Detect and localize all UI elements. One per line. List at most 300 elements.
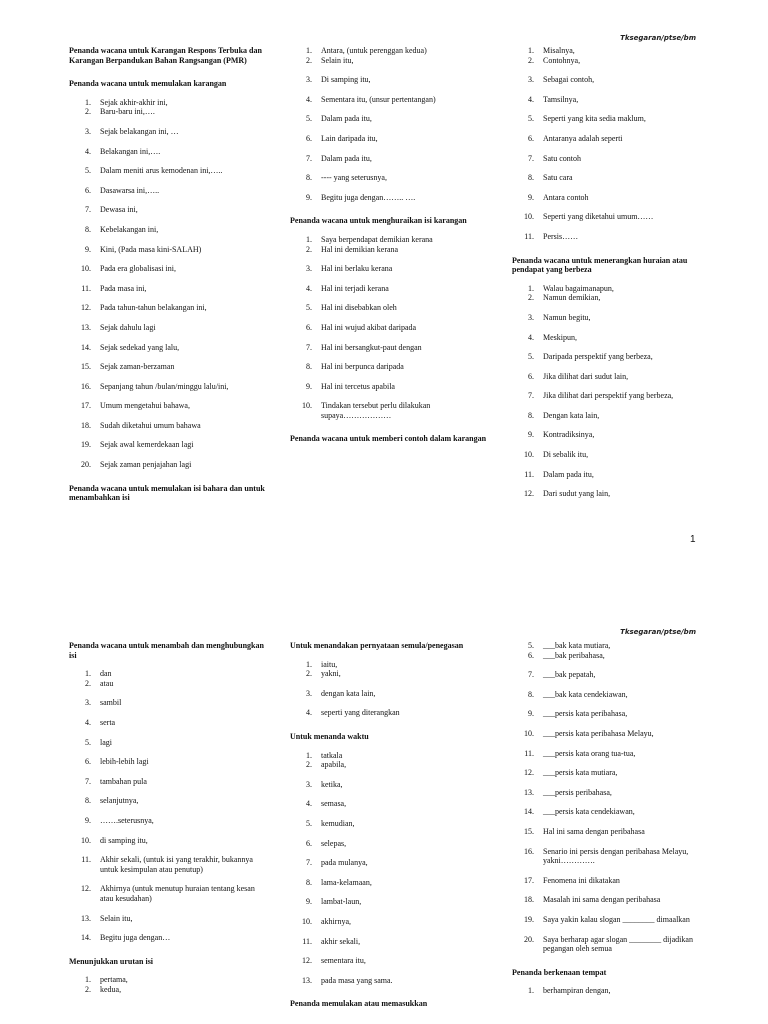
list-item <box>69 796 269 806</box>
list-item <box>290 669 490 679</box>
list-item-text: Hal ini tercetus apabila <box>321 381 395 391</box>
list-item <box>512 352 712 362</box>
list-item-text: Hal ini demikian kerana <box>321 244 399 254</box>
list-item-number: 3. <box>306 264 312 274</box>
list-item-number: 19. <box>524 914 534 924</box>
list-item <box>69 147 269 157</box>
list-item-text: Senario ini persis dengan peribahasa Melayu, yakni…………. <box>543 846 689 866</box>
list-item <box>512 232 712 242</box>
section-heading: Untuk menandakan pernyataan semula/penegasan <box>290 641 464 650</box>
list-item-number: 5. <box>306 303 312 313</box>
list-item-number: 5. <box>306 818 312 828</box>
list-item-text: Namun demikian, <box>543 293 601 303</box>
list-item-number: 10. <box>302 401 312 411</box>
list-item-text: Sejak awal kemerdekaan lagi <box>100 440 194 450</box>
list-item-text: Satu cara <box>543 173 573 183</box>
list-item-number: 7. <box>85 205 91 215</box>
list-item-number: 13. <box>302 975 312 985</box>
list-item-number: 10. <box>81 835 91 845</box>
list-item <box>69 362 269 372</box>
list-item-text: Pada tahun-tahun belakangan ini, <box>100 303 207 313</box>
list-item-number: 11. <box>524 469 534 479</box>
list-item-text: Di samping itu, <box>321 75 371 85</box>
list-item-number: 7. <box>85 776 91 786</box>
list-item-text: selanjutnya, <box>100 796 139 806</box>
list-item-number: 2. <box>306 760 312 770</box>
list-item-number: 8. <box>306 877 312 887</box>
list-item-text: Saya yakin kalau slogan ________ dimaalkan <box>543 914 690 924</box>
list-item <box>512 788 712 798</box>
list-item-text: Baru-baru ini,…. <box>100 107 155 117</box>
list-item-number: 15. <box>81 362 91 372</box>
list-item-number: 8. <box>528 689 534 699</box>
list-item-text: sambil <box>100 698 122 708</box>
list-item <box>69 225 269 235</box>
section-heading: Penanda memulakan atau memasukkan <box>290 999 428 1009</box>
list-item <box>290 95 490 105</box>
list-item-text: semasa, <box>321 799 347 809</box>
list-item <box>69 816 269 826</box>
list-item <box>290 46 490 56</box>
list-item-number: 11. <box>81 283 91 293</box>
list-item-text: Seperti yang kita sedia maklum, <box>543 114 646 124</box>
list-item-text: Umum mengetahui bahawa, <box>100 401 190 411</box>
list-item <box>290 819 490 829</box>
list-item-number: 2. <box>528 55 534 65</box>
list-item-number: 14. <box>524 807 534 817</box>
list-item-number: 9. <box>306 192 312 202</box>
list-item-number: 1. <box>85 669 91 679</box>
list-item-number: 9. <box>528 192 534 202</box>
list-item-number: 6. <box>528 133 534 143</box>
list-item <box>290 897 490 907</box>
list-item-number: 16. <box>524 846 534 856</box>
list-item <box>69 679 269 689</box>
list-item-text: Dalam pada itu, <box>543 469 594 479</box>
list-item-text: sementara itu, <box>321 956 366 966</box>
list-item <box>512 411 712 421</box>
list-item-number: 12. <box>81 303 91 313</box>
list-item-number: 20. <box>524 934 534 944</box>
list-item-number: 1. <box>306 234 312 244</box>
list-item-number: 7. <box>306 342 312 352</box>
list-item <box>512 935 712 954</box>
list-item-number: 7. <box>528 391 534 401</box>
list-item <box>290 75 490 85</box>
list-item-number: 5. <box>528 641 534 650</box>
list-item-text: Antara contoh <box>543 192 589 202</box>
list-item-text: Fenomena ini dikatakan <box>543 875 620 885</box>
list-item-number: 14. <box>81 933 91 943</box>
list-item-number: 8. <box>306 362 312 372</box>
list-item-text: Masalah ini sama dengan peribahasa <box>543 895 661 905</box>
list-item-number: 1. <box>528 986 534 996</box>
list-item-number: 5. <box>528 352 534 362</box>
list-item <box>69 460 269 470</box>
list-item-text: Persis…… <box>543 231 579 241</box>
list-item-number: 12. <box>81 884 91 894</box>
list-item <box>290 245 490 255</box>
list-item-number: 10. <box>524 728 534 738</box>
list-item <box>290 154 490 164</box>
list-item <box>290 362 490 372</box>
list-item-text: Hal ini sama dengan peribahasa <box>543 826 645 836</box>
list-item-number: 13. <box>524 787 534 797</box>
list-item-number: 10. <box>524 450 534 460</box>
list-item-number: 9. <box>306 897 312 907</box>
list-item <box>69 245 269 255</box>
list-item <box>512 46 712 56</box>
list-item-text: Kontradiksinya, <box>543 430 595 440</box>
list-item-number: 4. <box>85 717 91 727</box>
list-item-text: pada masa yang sama. <box>321 975 393 985</box>
list-item-text: akhirnya, <box>321 916 351 926</box>
list-item <box>290 235 490 245</box>
list-item-number: 14. <box>81 342 91 352</box>
list-item-number: 11. <box>302 936 312 946</box>
list-item-text: Meskipun, <box>543 332 577 342</box>
list-item-text: Sepanjang tahun /bulan/minggu lalu/ini, <box>100 381 229 391</box>
list-item-number: 2. <box>306 55 312 65</box>
list-item-text: ___bak kata mutiara, <box>543 641 611 650</box>
list-item <box>69 343 269 353</box>
list-item-number: 15. <box>524 826 534 836</box>
list-item <box>512 986 712 996</box>
list-item-text: Dalam meniti arus kemodenan ini,….. <box>100 166 223 176</box>
list-item <box>69 884 269 903</box>
list-item-text: Tindakan tersebut perlu dilakukan supaya……………… <box>321 401 431 420</box>
list-item-number: 7. <box>306 153 312 163</box>
list-item-number: 8. <box>306 173 312 183</box>
list-item <box>290 382 490 392</box>
list-item <box>69 264 269 274</box>
list-item-text: Misalnya, <box>543 46 575 55</box>
list-item-text: ___persis kata peribahasa Melayu, <box>543 728 654 738</box>
list-item-text: Sejak belakangan ini, … <box>100 126 179 136</box>
list-item-text: Daripada perspektif yang berbeza, <box>543 352 653 362</box>
list-item-text: Sejak dahulu lagi <box>100 322 156 332</box>
list-item-text: atau <box>100 678 114 688</box>
list-item-text: Sejak zaman penjajahan lagi <box>100 460 192 470</box>
section-heading: Penanda wacana untuk memulakan isi bahara dan untuk menambahkan isi <box>69 483 265 503</box>
list-item-text: Belakangan ini,…. <box>100 146 161 156</box>
list-item-text: lambat-laun, <box>321 897 362 907</box>
column-3 <box>512 641 712 996</box>
list-item-number: 5. <box>85 166 91 176</box>
list-item <box>290 173 490 183</box>
list-item <box>512 114 712 124</box>
list-item-number: 3. <box>528 312 534 322</box>
list-item-number: 2. <box>85 678 91 688</box>
list-item-text: Hal ini berpunca daripada <box>321 362 404 372</box>
list-item-text: ___bak pepatah, <box>543 670 596 680</box>
list-item-text: pada mulanya, <box>321 858 368 868</box>
list-item <box>512 430 712 440</box>
list-item-text: Dalam pada itu, <box>321 114 372 124</box>
list-item-text: di samping itu, <box>100 835 148 845</box>
list-item-text: Selain itu, <box>321 55 354 65</box>
list-item-number: 2. <box>85 984 91 994</box>
list-item-number: 9. <box>306 381 312 391</box>
list-item <box>290 937 490 947</box>
list-item <box>290 193 490 203</box>
list-item <box>512 293 712 303</box>
list-item-number: 3. <box>306 779 312 789</box>
list-item-number: 5. <box>85 737 91 747</box>
list-item-number: 7. <box>306 858 312 868</box>
list-item <box>69 127 269 137</box>
list-item <box>512 827 712 837</box>
list-item <box>290 956 490 966</box>
list-item-text: Akhirnya (untuk menutup huraian tentang kesan atau kesudahan) <box>100 884 255 903</box>
list-item <box>69 698 269 708</box>
list-item-number: 2. <box>85 107 91 117</box>
list-item <box>512 915 712 925</box>
list-item <box>512 489 712 499</box>
page-number: 1 <box>690 534 696 545</box>
section-heading: Penanda wacana untuk menghuraikan isi karangan <box>290 216 467 226</box>
list-item-text: ___persis kata cendekiawan, <box>543 807 635 817</box>
list-item <box>290 56 490 66</box>
list-item-text: Hal ini bersangkut-paut dengan <box>321 342 422 352</box>
list-item <box>69 186 269 196</box>
list-item <box>512 641 712 651</box>
column-1 <box>69 641 269 994</box>
list-item <box>512 807 712 817</box>
list-item <box>512 75 712 85</box>
list-item-number: 20. <box>81 460 91 470</box>
list-item-text: Hal ini wujud akibat daripada <box>321 322 417 332</box>
section-heading: Menunjukkan urutan isi <box>69 956 154 966</box>
list-item-text: ___persis kata orang tua-tua, <box>543 748 636 758</box>
list-item <box>512 193 712 203</box>
list-item-number: 10. <box>524 212 534 222</box>
list-item <box>69 205 269 215</box>
list-item <box>69 836 269 846</box>
list-item-text: Walau bagaimanapun, <box>543 283 614 293</box>
list-item-number: 1. <box>306 750 312 760</box>
list-item-text: Lain daripada itu, <box>321 133 378 143</box>
list-item-number: 6. <box>528 371 534 381</box>
list-item <box>290 323 490 333</box>
list-item-text: Seperti yang diketahui umum…… <box>543 212 654 222</box>
list-item-number: 8. <box>85 224 91 234</box>
list-item-text: Dasawarsa ini,….. <box>100 185 160 195</box>
list-item-text: lama-kelamaan, <box>321 877 372 887</box>
list-item <box>69 401 269 411</box>
list-item-number: 9. <box>528 430 534 440</box>
list-item <box>69 284 269 294</box>
list-item-text: Dewasa ini, <box>100 205 138 215</box>
list-item-number: 17. <box>81 401 91 411</box>
list-item <box>512 284 712 294</box>
list-item-number: 3. <box>528 75 534 85</box>
list-item-text: Dari sudut yang lain, <box>543 489 611 499</box>
list-item <box>69 738 269 748</box>
list-item <box>512 391 712 401</box>
list-item <box>69 98 269 108</box>
list-item-text: ___persis peribahasa, <box>543 787 612 797</box>
list-item-text: kedua, <box>100 984 122 994</box>
list-item-text: Antara, (untuk perenggan kedua) <box>321 46 427 55</box>
list-item <box>290 401 490 420</box>
list-item-text: Namun begitu, <box>543 312 591 322</box>
list-item-number: 11. <box>81 855 91 865</box>
list-item <box>512 651 712 661</box>
list-item <box>290 264 490 274</box>
list-item-number: 7. <box>528 153 534 163</box>
list-item <box>512 847 712 866</box>
list-item-text: selepas, <box>321 838 347 848</box>
list-item-number: 4. <box>528 332 534 342</box>
list-item <box>69 985 269 995</box>
list-item <box>512 876 712 886</box>
list-item-text: Hal ini disebabkan oleh <box>321 303 397 313</box>
list-item-text: Sementara itu, (unsur pertentangan) <box>321 94 436 104</box>
list-item-text: ___bak kata cendekiawan, <box>543 689 628 699</box>
list-item <box>290 134 490 144</box>
list-item-text: Kebelakangan ini, <box>100 224 159 234</box>
list-item <box>290 760 490 770</box>
list-item-text: Selain itu, <box>100 913 133 923</box>
list-item <box>69 440 269 450</box>
list-item-number: 8. <box>85 796 91 806</box>
list-item <box>512 173 712 183</box>
list-item-text: Pada masa ini, <box>100 283 147 293</box>
list-item-text: Begitu juga dengan…….. …. <box>321 192 416 202</box>
list-item-number: 18. <box>524 895 534 905</box>
list-item <box>512 690 712 700</box>
list-item-number: 17. <box>524 875 534 885</box>
list-item-number: 1. <box>306 46 312 55</box>
list-item <box>69 323 269 333</box>
list-item-number: 1. <box>306 659 312 669</box>
list-item-text: Begitu juga dengan… <box>100 933 171 943</box>
list-item <box>69 382 269 392</box>
list-item-number: 4. <box>306 799 312 809</box>
list-item-text: tatkala <box>321 750 343 760</box>
list-item <box>69 975 269 985</box>
column-1 <box>69 46 269 512</box>
list-item-number: 5. <box>306 114 312 124</box>
list-item <box>290 878 490 888</box>
list-item-text: Antaranya adalah seperti <box>543 133 623 143</box>
list-item-number: 11. <box>524 748 534 758</box>
list-item-text: Kini, (Pada masa kini-SALAH) <box>100 244 202 254</box>
list-item <box>69 855 269 874</box>
list-item-text: Sejak zaman-berzaman <box>100 362 175 372</box>
section-heading: Penanda berkenaan tempat <box>512 967 607 977</box>
list-item <box>69 303 269 313</box>
section-heading: Penanda wacana untuk memulakan karangan <box>69 79 227 89</box>
list-item <box>512 313 712 323</box>
list-item <box>290 114 490 124</box>
list-item-number: 1. <box>85 97 91 107</box>
list-item <box>512 56 712 66</box>
list-item <box>290 976 490 986</box>
list-item-text: Hal ini berlaku kerana <box>321 264 393 274</box>
list-item-number: 3. <box>85 126 91 136</box>
list-item-text: yakni, <box>321 669 341 679</box>
list-item-text: seperti yang diterangkan <box>321 708 400 718</box>
list-item <box>290 858 490 868</box>
list-item-text: Sejak akhir-akhir ini, <box>100 97 168 107</box>
list-item-number: 6. <box>306 838 312 848</box>
list-item-text: pertama, <box>100 975 128 985</box>
list-item-number: 12. <box>524 768 534 778</box>
list-item-number: 1. <box>85 975 91 985</box>
list-item-number: 6. <box>306 322 312 332</box>
list-item-number: 1. <box>528 283 534 293</box>
list-item-number: 9. <box>528 709 534 719</box>
list-item-text: Saya berpendapat demikian kerana <box>321 234 433 244</box>
list-item-number: 18. <box>81 420 91 430</box>
list-item-text: Satu contoh <box>543 153 581 163</box>
list-item-number: 5. <box>528 114 534 124</box>
list-item <box>512 670 712 680</box>
list-item-number: 9. <box>85 244 91 254</box>
column-2 <box>290 46 490 453</box>
list-item-number: 4. <box>306 283 312 293</box>
list-item <box>69 914 269 924</box>
list-item <box>512 134 712 144</box>
list-item-text: Sebagai contoh, <box>543 75 595 85</box>
list-item <box>512 470 712 480</box>
list-item <box>290 917 490 927</box>
list-item-number: 13. <box>81 322 91 332</box>
list-item-text: ---- yang seterusnya, <box>321 173 387 183</box>
list-item-text: ketika, <box>321 779 343 789</box>
list-item <box>290 839 490 849</box>
list-item-number: 6. <box>528 650 534 660</box>
list-item <box>290 799 490 809</box>
list-item <box>512 95 712 105</box>
list-item-number: 8. <box>528 410 534 420</box>
list-item-text: apabila, <box>321 760 347 770</box>
list-item-text: iaitu, <box>321 659 338 669</box>
list-item-text: …….seterusnya, <box>100 815 154 825</box>
list-item-number: 11. <box>524 231 534 241</box>
section-heading: Penanda wacana untuk Karangan Respons Terbuka dan Karangan Berpandukan Bahan Rangsangan (PMR) <box>69 46 262 65</box>
list-item <box>69 166 269 176</box>
list-item <box>512 768 712 778</box>
list-item-number: 7. <box>528 670 534 680</box>
list-item-text: dan <box>100 669 112 679</box>
list-item <box>512 333 712 343</box>
list-item-number: 10. <box>302 916 312 926</box>
list-item-number: 4. <box>85 146 91 156</box>
page-header: Tksegaran/ptse/bm <box>620 628 696 636</box>
list-item-number: 3. <box>306 75 312 85</box>
list-item-number: 3. <box>85 698 91 708</box>
list-item-text: berhampiran dengan, <box>543 986 611 996</box>
list-item <box>512 729 712 739</box>
list-item-number: 4. <box>306 708 312 718</box>
column-2 <box>290 641 490 1018</box>
list-item-text: kemudian, <box>321 818 355 828</box>
section-heading: Penanda wacana untuk menambah dan menghubungkan isi <box>69 641 264 660</box>
list-item-number: 2. <box>306 244 312 254</box>
list-item-number: 12. <box>524 489 534 499</box>
list-item-number: 10. <box>81 264 91 274</box>
list-item-text: Dalam pada itu, <box>321 153 372 163</box>
list-item-text: akhir sekali, <box>321 936 361 946</box>
list-item <box>512 154 712 164</box>
list-item-text: ___persis kata mutiara, <box>543 768 618 778</box>
list-item <box>69 933 269 943</box>
list-item <box>290 303 490 313</box>
list-item-text: lebih-lebih lagi <box>100 757 149 767</box>
